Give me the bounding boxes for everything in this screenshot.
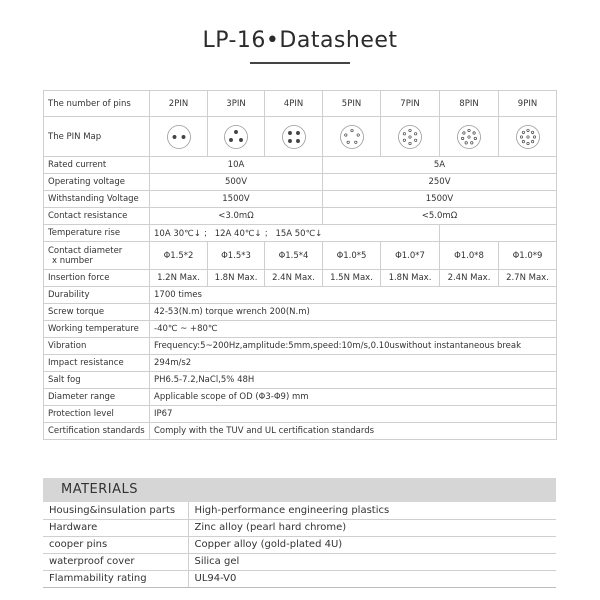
row-temperature-rise: [44, 225, 557, 242]
connector-pin: [409, 142, 411, 144]
pin-header: 8PIN: [440, 91, 499, 117]
connector-outline: [167, 125, 190, 148]
durability-value: 1700 times: [150, 287, 557, 304]
connector-pin: [471, 141, 473, 143]
row-rated-current: [44, 157, 557, 174]
insertion-force-value: 2.7N Max.: [499, 270, 557, 287]
working-temperature-label: Working temperature: [44, 321, 150, 338]
datasheet-table: [43, 90, 557, 440]
row-salt-fog: [44, 372, 557, 389]
contact-diameter-value: Φ1.5*2: [150, 242, 208, 270]
connector-pin: [520, 135, 522, 137]
material-part: cooper pins: [43, 536, 188, 553]
row-vibration: [44, 338, 557, 355]
material-part: Hardware: [43, 519, 188, 536]
connector-pin: [468, 129, 470, 131]
operating-voltage-a: 500V: [150, 174, 323, 191]
certification-value: Comply with the TUV and UL certification standards: [150, 423, 557, 440]
contact-diameter-value: Φ1.0*9: [499, 242, 557, 270]
row-withstanding-voltage: [44, 191, 557, 208]
connector-pin: [465, 141, 467, 143]
connector-pin: [409, 135, 411, 137]
connector-pin: [296, 139, 299, 142]
connector-pin: [288, 131, 291, 134]
material-value: Silica gel: [188, 553, 556, 570]
connector-pin: [414, 139, 416, 141]
impact-resistance-value: 294m/s2: [150, 355, 557, 372]
material-value: High-performance engineering plastics: [188, 502, 556, 519]
materials-heading: MATERIALS: [43, 478, 556, 502]
row-pin-count: [44, 91, 557, 117]
insertion-force-value: 1.8N Max.: [381, 270, 440, 287]
row-diameter-range: [44, 389, 557, 406]
material-part: Housing&insulation parts: [43, 502, 188, 519]
diameter-range-value: Applicable scope of OD (Φ3-Φ9) mm: [150, 389, 557, 406]
row-durability: [44, 287, 557, 304]
row-contact-diameter: [44, 242, 557, 270]
certification-label: Certification standards: [44, 423, 150, 440]
connector-pin: [526, 129, 528, 131]
withstanding-voltage-a: 1500V: [150, 191, 323, 208]
row-screw-torque: [44, 304, 557, 321]
connector-pin: [522, 131, 524, 133]
title-underline: [250, 62, 350, 64]
pin-count-label: The number of pins: [44, 91, 150, 117]
insertion-force-value: 1.8N Max.: [208, 270, 265, 287]
connector-pin: [346, 141, 348, 143]
row-operating-voltage: [44, 174, 557, 191]
diameter-range-label: Diameter range: [44, 389, 150, 406]
materials-row: [43, 536, 556, 553]
pin-map-4-icon: [281, 124, 307, 150]
pin-map-9-icon: [515, 124, 541, 150]
rated-current-label: Rated current: [44, 157, 150, 174]
contact-diameter-value: Φ1.0*8: [440, 242, 499, 270]
pin-map-8-icon: [456, 124, 482, 150]
pin-header: 2PIN: [150, 91, 208, 117]
connector-pin: [533, 135, 535, 137]
connector-pin: [288, 139, 291, 142]
connector-pin: [531, 140, 533, 142]
connector-outline: [282, 125, 305, 148]
connector-pin: [461, 137, 463, 139]
screw-torque-value: 42-53(N.m) torque wrench 200(N.m): [150, 304, 557, 321]
insertion-force-value: 2.4N Max.: [440, 270, 499, 287]
connector-pin: [350, 129, 352, 131]
connector-pin: [473, 131, 475, 133]
row-insertion-force: [44, 270, 557, 287]
material-value: Copper alloy (gold-plated 4U): [188, 536, 556, 553]
contact-resistance-label: Contact resistance: [44, 208, 150, 225]
connector-pin: [526, 142, 528, 144]
contact-diameter-label: [44, 242, 150, 270]
materials-row: [43, 519, 556, 536]
contact-resistance-a: <3.0mΩ: [150, 208, 323, 225]
row-contact-resistance: [44, 208, 557, 225]
materials-table: [43, 502, 556, 588]
connector-outline: [225, 125, 248, 148]
impact-resistance-label: Impact resistance: [44, 355, 150, 372]
connector-pin: [229, 138, 232, 141]
connector-pin: [234, 130, 237, 133]
connector-pin: [403, 139, 405, 141]
connector-pin: [463, 131, 465, 133]
connector-pin: [239, 138, 242, 141]
temperature-rise-empty: [440, 225, 557, 242]
connector-pin: [403, 132, 405, 134]
temperature-rise-label: Temperature rise: [44, 225, 150, 242]
vibration-label: Vibration: [44, 338, 150, 355]
pin-header: 9PIN: [499, 91, 557, 117]
contact-diameter-value: Φ1.0*5: [323, 242, 381, 270]
row-pin-map: [44, 117, 557, 157]
row-protection-level: [44, 406, 557, 423]
pin-header: 4PIN: [265, 91, 323, 117]
pin-header: 3PIN: [208, 91, 265, 117]
connector-pin: [356, 133, 358, 135]
connector-pin: [172, 135, 175, 138]
connector-pin: [526, 135, 528, 137]
pin-map-label: The PIN Map: [44, 117, 150, 157]
operating-voltage-b: 250V: [323, 174, 557, 191]
contact-resistance-b: <5.0mΩ: [323, 208, 557, 225]
pin-header: 7PIN: [381, 91, 440, 117]
contact-diameter-label-line2: x number: [52, 255, 93, 266]
pin-map-7-icon: [397, 124, 423, 150]
salt-fog-value: PH6.5-7.2,NaCl,5% 48H: [150, 372, 557, 389]
pin-map-5-icon: [339, 124, 365, 150]
connector-pin: [468, 135, 470, 137]
insertion-force-value: 1.5N Max.: [323, 270, 381, 287]
materials-row: [43, 502, 556, 519]
connector-outline: [340, 125, 363, 148]
insertion-force-value: 1.2N Max.: [150, 270, 208, 287]
row-impact-resistance: [44, 355, 557, 372]
connector-pin: [354, 141, 356, 143]
vibration-value: Frequency:5~200Hz,amplitude:5mm,speed:10m/s,0.10uswithout instantaneous break: [150, 338, 557, 355]
insertion-force-value: 2.4N Max.: [265, 270, 323, 287]
protection-level-value: IP67: [150, 406, 557, 423]
withstanding-voltage-label: Withstanding Voltage: [44, 191, 150, 208]
contact-diameter-value: Φ1.5*4: [265, 242, 323, 270]
connector-pin: [296, 131, 299, 134]
screw-torque-label: Screw torque: [44, 304, 150, 321]
pin-header: 5PIN: [323, 91, 381, 117]
operating-voltage-label: Operating voltage: [44, 174, 150, 191]
pin-map-2-icon: [166, 124, 192, 150]
connector-pin: [409, 129, 411, 131]
materials-row: [43, 570, 556, 587]
connector-pin: [181, 135, 184, 138]
rated-current-a: 10A: [150, 157, 323, 174]
materials-row: [43, 553, 556, 570]
material-value: Zinc alloy (pearl hard chrome): [188, 519, 556, 536]
working-temperature-value: -40℃ ~ +80℃: [150, 321, 557, 338]
material-part: Flammability rating: [43, 570, 188, 587]
contact-diameter-label-line1: Contact diameter: [48, 245, 123, 256]
material-part: waterproof cover: [43, 553, 188, 570]
row-certification: [44, 423, 557, 440]
connector-pin: [344, 133, 346, 135]
temperature-rise-value: 10A 30℃↓ ； 12A 40℃↓ ； 15A 50℃↓: [150, 225, 440, 242]
connector-pin: [531, 131, 533, 133]
salt-fog-label: Salt fog: [44, 372, 150, 389]
material-value: UL94-V0: [188, 570, 556, 587]
connector-pin: [414, 132, 416, 134]
connector-pin: [522, 140, 524, 142]
contact-diameter-value: Φ1.5*3: [208, 242, 265, 270]
row-working-temperature: [44, 321, 557, 338]
contact-diameter-value: Φ1.0*7: [381, 242, 440, 270]
insertion-force-label: Insertion force: [44, 270, 150, 287]
durability-label: Durability: [44, 287, 150, 304]
page-title: LP-16•Datasheet: [202, 28, 398, 53]
rated-current-b: 5A: [323, 157, 557, 174]
connector-pin: [474, 137, 476, 139]
protection-level-label: Protection level: [44, 406, 150, 423]
withstanding-voltage-b: 1500V: [323, 191, 557, 208]
pin-map-3-icon: [223, 124, 249, 150]
